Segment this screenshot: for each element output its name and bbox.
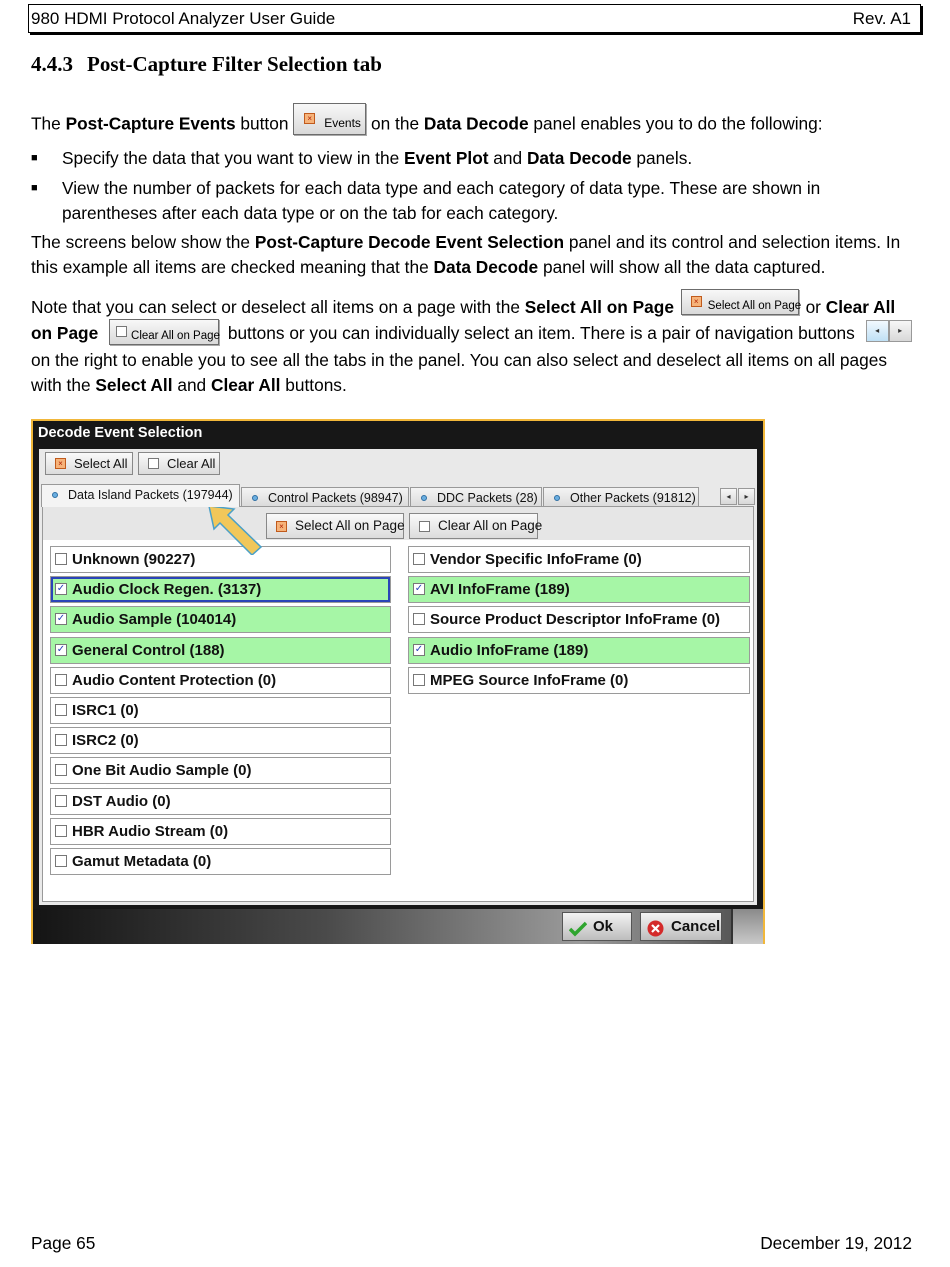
text-bold: Clear All (210, 374, 281, 395)
event-item-label: DST Audio (0) (72, 792, 171, 810)
ok-button[interactable] (562, 912, 632, 941)
nav-buttons-image (866, 320, 912, 342)
event-checkbox-item[interactable] (50, 848, 391, 875)
checkbox-unchecked-icon[interactable] (55, 704, 67, 716)
event-item-label: Gamut Metadata (0) (72, 853, 212, 870)
event-item-label: ISRC1 (0) (72, 702, 139, 719)
clear-all-on-page-label: Clear All on Page (438, 518, 543, 533)
text: Note that you can select or deselect all items on a page with the (31, 297, 525, 317)
tab-other-packets[interactable] (543, 487, 699, 507)
tab-ddc-packets[interactable] (410, 487, 542, 507)
tab-scroll-right-icon[interactable]: ▸ (738, 488, 755, 505)
checkbox-unchecked-icon[interactable] (413, 553, 425, 565)
tab-data-island-packets[interactable] (41, 484, 240, 507)
checkmark-icon (569, 919, 587, 946)
text-bold: Data Decode (433, 256, 539, 277)
checkbox-unchecked-icon[interactable] (413, 613, 425, 625)
callout-arrow-icon (206, 503, 266, 555)
decode-event-selection-dialog (31, 419, 765, 944)
checkbox-unchecked-icon[interactable] (55, 795, 67, 807)
text: panel and its control and selection items. In this example all items are checked meaning that the (31, 232, 901, 277)
event-checkbox-item[interactable] (408, 667, 750, 694)
event-item-label: Audio InfoFrame (189) (430, 641, 589, 659)
checkbox-icon (148, 458, 159, 469)
event-checkbox-item[interactable] (50, 757, 391, 784)
event-item-label: Audio Clock Regen. (3137) (72, 581, 262, 599)
tab-control-packets[interactable] (241, 487, 409, 507)
button-image-label: Select All on Page (707, 300, 802, 313)
event-checkbox-item[interactable] (408, 546, 750, 573)
tab-label: DDC Packets (28) (437, 491, 538, 505)
dialog-body (39, 449, 757, 905)
clear-all-on-page-button[interactable] (409, 513, 543, 539)
event-item-label: General Control (188) (72, 641, 225, 659)
document-title: 980 HDMI Protocol Analyzer User Guide (31, 9, 336, 28)
cancel-button[interactable] (640, 912, 722, 941)
event-checkbox-item[interactable] (50, 606, 391, 633)
event-item-label: HBR Audio Stream (0) (72, 822, 229, 840)
paragraph-3 (31, 295, 921, 398)
cancel-label: Cancel (671, 918, 721, 935)
text-bold: Data Decode (423, 113, 529, 134)
event-checkbox-item[interactable] (50, 667, 391, 694)
dialog-footer (33, 909, 763, 944)
text-bold: Select All on Page (524, 297, 674, 317)
text: Specify the data that you want to view in the (62, 148, 404, 168)
dialog-title: Decode Event Selection (38, 425, 203, 441)
checkbox-icon (116, 326, 127, 337)
checkbox-checked-icon[interactable]: ✓ (414, 643, 424, 655)
event-item-label: Audio Sample (104014) (72, 611, 237, 629)
text-bold: Data Decode (526, 148, 632, 168)
cancel-icon (647, 919, 664, 946)
tab-bullet-icon (421, 495, 427, 501)
text: The screens below show the (31, 232, 255, 252)
text: on the (366, 113, 424, 134)
select-all-label: Select All (74, 456, 128, 471)
select-all-button[interactable] (45, 452, 133, 475)
event-checkbox-item[interactable] (50, 576, 391, 603)
text: buttons. (280, 374, 347, 395)
text: panel will show all the data captured. (538, 256, 826, 277)
section-title: Post-Capture Filter Selection tab (87, 52, 382, 76)
event-checkbox-item[interactable] (50, 727, 391, 754)
bullet-text: View the number of packets for each data type and each category of data type. These are shown in parentheses after each data type or on the tab for each category. (62, 178, 821, 223)
text-bold: Post-Capture Events (65, 113, 236, 134)
event-checkbox-item[interactable] (408, 606, 750, 633)
select-all-page-button-image (681, 289, 802, 315)
section-heading (31, 52, 382, 77)
text: panels. (631, 148, 693, 168)
x-icon: × (276, 521, 287, 532)
bullet-text (62, 146, 862, 171)
section-number: 4.4.3 (31, 52, 73, 76)
checkbox-unchecked-icon[interactable] (55, 553, 67, 565)
tab-label: Data Island Packets (197944) (68, 488, 233, 502)
footer-edge (731, 909, 763, 944)
select-all-on-page-button[interactable] (266, 513, 404, 539)
text: and (488, 148, 527, 168)
tab-scroll-left-icon[interactable]: ◂ (720, 488, 737, 505)
select-all-on-page-label: Select All on Page (295, 518, 405, 533)
text-bold: Event Plot (404, 148, 489, 168)
event-item-label: Unknown (90227) (72, 551, 196, 568)
event-checkbox-item[interactable] (50, 788, 391, 815)
nav-left-icon: ◂ (866, 320, 889, 342)
tab-bullet-icon (52, 492, 58, 498)
clear-all-label: Clear All (167, 456, 216, 471)
tab-bullet-icon (252, 495, 258, 501)
checkbox-checked-icon[interactable]: ✓ (56, 613, 66, 625)
page-toolbar (43, 507, 753, 540)
page-header (28, 4, 921, 33)
tab-bar (39, 484, 757, 506)
event-checkbox-item[interactable] (50, 637, 391, 664)
checkbox-checked-icon[interactable]: ✓ (56, 583, 66, 595)
checkbox-unchecked-icon[interactable] (55, 825, 67, 837)
text: buttons or you can individually select an item. There is a pair of navigation buttons (223, 323, 855, 344)
event-item-label: ISRC2 (0) (72, 732, 139, 750)
event-item-label: MPEG Source InfoFrame (0) (430, 671, 629, 689)
text: button (235, 113, 294, 134)
checkbox-checked-icon[interactable]: ✓ (414, 583, 424, 595)
intro-paragraph (31, 109, 921, 141)
event-checkbox-item[interactable] (50, 697, 391, 724)
x-icon: × (55, 458, 66, 469)
text: and (172, 374, 211, 395)
text-bold: Select All (95, 374, 173, 395)
event-item-label: One Bit Audio Sample (0) (72, 762, 252, 780)
nav-right-icon: ▸ (889, 320, 912, 342)
events-button-label: Events (324, 116, 361, 130)
checkbox-unchecked-icon[interactable] (55, 734, 67, 746)
button-image-label: Clear All on Page (131, 329, 220, 342)
x-icon: × (691, 296, 702, 307)
ok-label: Ok (593, 918, 614, 935)
tab-label: Control Packets (98947) (268, 491, 403, 505)
tab-page (42, 506, 754, 902)
page-number: Page 65 (31, 1233, 96, 1253)
text: on the right to enable you to see all the tabs in the panel. You can also select and deselect all items on all pages with the (31, 349, 888, 395)
page-date: December 19, 2012 (760, 1233, 912, 1253)
event-checkbox-item[interactable] (50, 818, 391, 845)
tab-label: Other Packets (91812) (570, 491, 696, 505)
bullet-marker: ■ (31, 182, 38, 194)
checkbox-checked-icon[interactable]: ✓ (56, 643, 66, 655)
event-checkbox-item[interactable] (408, 576, 750, 603)
paragraph-2 (31, 230, 921, 279)
tab-bullet-icon (554, 495, 560, 501)
text-bold: Post-Capture Decode Event Selection (254, 232, 565, 252)
event-item-label: Audio Content Protection (0) (72, 671, 277, 689)
checkbox-unchecked-icon[interactable] (413, 674, 425, 686)
event-item-label: Source Product Descriptor InfoFrame (0) (430, 611, 721, 629)
text: panel enables you to do the following: (528, 113, 823, 134)
revision: Rev. A1 (852, 9, 911, 28)
event-item-label: AVI InfoFrame (189) (430, 581, 570, 599)
text: The (31, 113, 66, 134)
event-item-label: Vendor Specific InfoFrame (0) (430, 551, 642, 568)
checkbox-unchecked-icon[interactable] (55, 855, 67, 867)
event-checkbox-item[interactable] (408, 637, 750, 664)
clear-all-button[interactable] (138, 452, 220, 475)
bullet-marker: ■ (31, 152, 38, 164)
checkbox-icon (419, 521, 430, 532)
clear-all-page-button-image (109, 319, 219, 345)
events-button-image (293, 103, 366, 135)
checkbox-unchecked-icon[interactable] (55, 764, 67, 776)
text: or (800, 297, 826, 317)
checkbox-unchecked-icon[interactable] (55, 674, 67, 686)
text-bold: Clear All on Page (31, 297, 896, 344)
x-icon: × (304, 113, 315, 124)
